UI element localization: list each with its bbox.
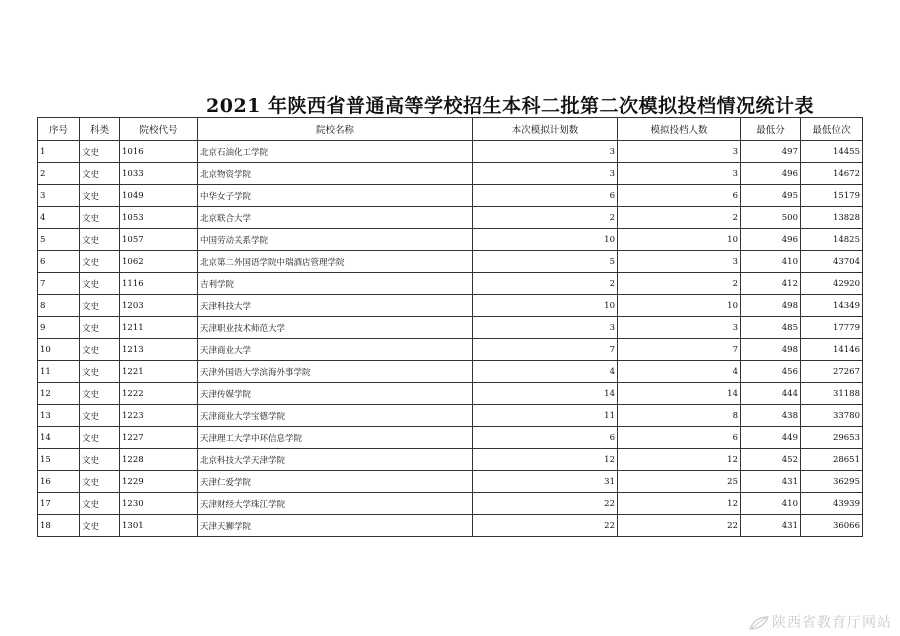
- cell-school-name: 天津职业技术师范大学: [198, 317, 473, 339]
- cell-school-code: 1213: [120, 339, 198, 361]
- cell-min-score: 444: [741, 383, 801, 405]
- cell-admitted-count: 3: [618, 141, 741, 163]
- cell-index: 18: [38, 515, 80, 537]
- col-header-school-name: 院校名称: [198, 118, 473, 141]
- cell-school-name: 中华女子学院: [198, 185, 473, 207]
- cell-min-score: 438: [741, 405, 801, 427]
- cell-admitted-count: 2: [618, 273, 741, 295]
- cell-admitted-count: 8: [618, 405, 741, 427]
- cell-min-score: 495: [741, 185, 801, 207]
- cell-index: 8: [38, 295, 80, 317]
- cell-min-rank: 17779: [801, 317, 863, 339]
- table-row: [38, 229, 863, 251]
- cell-school-code: 1230: [120, 493, 198, 515]
- table-row: [38, 141, 863, 163]
- admission-table: [37, 117, 863, 537]
- cell-school-code: 1053: [120, 207, 198, 229]
- cell-admitted-count: 3: [618, 251, 741, 273]
- cell-category: 文史: [80, 185, 120, 207]
- cell-category: 文史: [80, 515, 120, 537]
- cell-category: 文史: [80, 207, 120, 229]
- cell-category: 文史: [80, 229, 120, 251]
- table-row: [38, 493, 863, 515]
- cell-school-name: 北京联合大学: [198, 207, 473, 229]
- cell-index: 12: [38, 383, 80, 405]
- cell-min-score: 410: [741, 251, 801, 273]
- cell-index: 3: [38, 185, 80, 207]
- cell-school-name: 北京第二外国语学院中瑞酒店管理学院: [198, 251, 473, 273]
- cell-min-rank: 27267: [801, 361, 863, 383]
- cell-index: 16: [38, 471, 80, 493]
- table-row: [38, 207, 863, 229]
- cell-index: 2: [38, 163, 80, 185]
- cell-min-rank: 14825: [801, 229, 863, 251]
- table-row: [38, 383, 863, 405]
- cell-admitted-count: 10: [618, 295, 741, 317]
- cell-index: 14: [38, 427, 80, 449]
- cell-min-score: 497: [741, 141, 801, 163]
- cell-school-name: 北京物资学院: [198, 163, 473, 185]
- cell-category: 文史: [80, 295, 120, 317]
- table-row: [38, 405, 863, 427]
- cell-min-score: 485: [741, 317, 801, 339]
- table-row: [38, 471, 863, 493]
- cell-plan-count: 2: [473, 207, 618, 229]
- table-row: [38, 449, 863, 471]
- cell-min-score: 452: [741, 449, 801, 471]
- cell-category: 文史: [80, 141, 120, 163]
- cell-school-code: 1116: [120, 273, 198, 295]
- cell-admitted-count: 14: [618, 383, 741, 405]
- cell-admitted-count: 3: [618, 317, 741, 339]
- cell-school-code: 1223: [120, 405, 198, 427]
- cell-min-score: 449: [741, 427, 801, 449]
- cell-admitted-count: 3: [618, 163, 741, 185]
- cell-min-rank: 28651: [801, 449, 863, 471]
- cell-school-name: 天津传媒学院: [198, 383, 473, 405]
- cell-category: 文史: [80, 163, 120, 185]
- cell-min-rank: 33780: [801, 405, 863, 427]
- cell-school-code: 1049: [120, 185, 198, 207]
- cell-school-name: 天津仁爱学院: [198, 471, 473, 493]
- cell-min-rank: 36066: [801, 515, 863, 537]
- cell-plan-count: 10: [473, 229, 618, 251]
- cell-plan-count: 10: [473, 295, 618, 317]
- cell-school-code: 1016: [120, 141, 198, 163]
- cell-min-score: 496: [741, 163, 801, 185]
- cell-min-rank: 13828: [801, 207, 863, 229]
- leaf-logo-icon: [748, 615, 770, 631]
- cell-index: 9: [38, 317, 80, 339]
- cell-min-rank: 43704: [801, 251, 863, 273]
- cell-admitted-count: 10: [618, 229, 741, 251]
- cell-school-code: 1301: [120, 515, 198, 537]
- cell-category: 文史: [80, 405, 120, 427]
- cell-index: 13: [38, 405, 80, 427]
- cell-school-code: 1228: [120, 449, 198, 471]
- cell-category: 文史: [80, 251, 120, 273]
- cell-admitted-count: 22: [618, 515, 741, 537]
- cell-plan-count: 4: [473, 361, 618, 383]
- watermark-text: 陕西省教育厅网站: [772, 615, 892, 631]
- cell-category: 文史: [80, 449, 120, 471]
- cell-admitted-count: 4: [618, 361, 741, 383]
- table-row: [38, 273, 863, 295]
- cell-school-name: 天津科技大学: [198, 295, 473, 317]
- cell-index: 1: [38, 141, 80, 163]
- cell-min-score: 431: [741, 471, 801, 493]
- watermark: [748, 612, 892, 632]
- cell-min-score: 456: [741, 361, 801, 383]
- cell-school-code: 1062: [120, 251, 198, 273]
- cell-plan-count: 6: [473, 427, 618, 449]
- table-row: [38, 163, 863, 185]
- cell-category: 文史: [80, 427, 120, 449]
- cell-school-code: 1203: [120, 295, 198, 317]
- cell-admitted-count: 25: [618, 471, 741, 493]
- cell-admitted-count: 2: [618, 207, 741, 229]
- cell-index: 5: [38, 229, 80, 251]
- cell-min-score: 500: [741, 207, 801, 229]
- cell-plan-count: 22: [473, 493, 618, 515]
- cell-admitted-count: 6: [618, 427, 741, 449]
- cell-school-name: 天津外国语大学滨海外事学院: [198, 361, 473, 383]
- cell-min-rank: 14146: [801, 339, 863, 361]
- cell-min-score: 498: [741, 339, 801, 361]
- cell-plan-count: 14: [473, 383, 618, 405]
- cell-plan-count: 7: [473, 339, 618, 361]
- cell-plan-count: 3: [473, 317, 618, 339]
- cell-category: 文史: [80, 339, 120, 361]
- cell-school-code: 1057: [120, 229, 198, 251]
- cell-plan-count: 22: [473, 515, 618, 537]
- cell-school-name: 吉利学院: [198, 273, 473, 295]
- cell-plan-count: 5: [473, 251, 618, 273]
- cell-school-name: 天津商业大学宝德学院: [198, 405, 473, 427]
- cell-min-score: 412: [741, 273, 801, 295]
- cell-index: 10: [38, 339, 80, 361]
- cell-school-name: 天津财经大学珠江学院: [198, 493, 473, 515]
- cell-school-name: 天津天狮学院: [198, 515, 473, 537]
- cell-index: 15: [38, 449, 80, 471]
- table-row: [38, 427, 863, 449]
- cell-plan-count: 2: [473, 273, 618, 295]
- col-header-plan-count: 本次模拟计划数: [473, 118, 618, 141]
- table-row: [38, 515, 863, 537]
- table-title: 2021 年陕西省普通高等学校招生本科二批第二次模拟投档情况统计表: [206, 95, 814, 117]
- cell-index: 17: [38, 493, 80, 515]
- cell-admitted-count: 6: [618, 185, 741, 207]
- table-row: [38, 295, 863, 317]
- col-header-school-code: 院校代号: [120, 118, 198, 141]
- table-row: [38, 317, 863, 339]
- cell-plan-count: 3: [473, 141, 618, 163]
- col-header-admitted-count: 模拟投档人数: [618, 118, 741, 141]
- cell-school-code: 1227: [120, 427, 198, 449]
- cell-admitted-count: 7: [618, 339, 741, 361]
- cell-school-name: 天津理工大学中环信息学院: [198, 427, 473, 449]
- cell-min-rank: 42920: [801, 273, 863, 295]
- cell-min-rank: 14455: [801, 141, 863, 163]
- cell-school-code: 1033: [120, 163, 198, 185]
- cell-plan-count: 6: [473, 185, 618, 207]
- cell-min-rank: 15179: [801, 185, 863, 207]
- cell-plan-count: 31: [473, 471, 618, 493]
- cell-admitted-count: 12: [618, 449, 741, 471]
- cell-school-code: 1222: [120, 383, 198, 405]
- cell-school-name: 北京科技大学天津学院: [198, 449, 473, 471]
- cell-index: 11: [38, 361, 80, 383]
- col-header-index: 序号: [38, 118, 80, 141]
- cell-index: 6: [38, 251, 80, 273]
- cell-school-code: 1229: [120, 471, 198, 493]
- cell-school-code: 1211: [120, 317, 198, 339]
- cell-min-rank: 14349: [801, 295, 863, 317]
- cell-min-rank: 14672: [801, 163, 863, 185]
- cell-min-score: 496: [741, 229, 801, 251]
- cell-category: 文史: [80, 317, 120, 339]
- cell-plan-count: 3: [473, 163, 618, 185]
- table-row: [38, 361, 863, 383]
- cell-min-rank: 36295: [801, 471, 863, 493]
- col-header-category: 科类: [80, 118, 120, 141]
- cell-plan-count: 12: [473, 449, 618, 471]
- cell-min-score: 498: [741, 295, 801, 317]
- cell-min-rank: 29653: [801, 427, 863, 449]
- cell-school-code: 1221: [120, 361, 198, 383]
- cell-min-rank: 43939: [801, 493, 863, 515]
- table-row: [38, 185, 863, 207]
- col-header-min-score: 最低分: [741, 118, 801, 141]
- cell-school-name: 天津商业大学: [198, 339, 473, 361]
- cell-min-rank: 31188: [801, 383, 863, 405]
- table-row: [38, 251, 863, 273]
- col-header-min-rank: 最低位次: [801, 118, 863, 141]
- cell-min-score: 431: [741, 515, 801, 537]
- cell-category: 文史: [80, 383, 120, 405]
- header-row: [38, 118, 863, 141]
- cell-min-score: 410: [741, 493, 801, 515]
- cell-plan-count: 11: [473, 405, 618, 427]
- cell-admitted-count: 12: [618, 493, 741, 515]
- cell-school-name: 北京石油化工学院: [198, 141, 473, 163]
- cell-school-name: 中国劳动关系学院: [198, 229, 473, 251]
- cell-category: 文史: [80, 273, 120, 295]
- cell-category: 文史: [80, 471, 120, 493]
- cell-category: 文史: [80, 493, 120, 515]
- cell-index: 7: [38, 273, 80, 295]
- table-row: [38, 339, 863, 361]
- cell-category: 文史: [80, 361, 120, 383]
- cell-index: 4: [38, 207, 80, 229]
